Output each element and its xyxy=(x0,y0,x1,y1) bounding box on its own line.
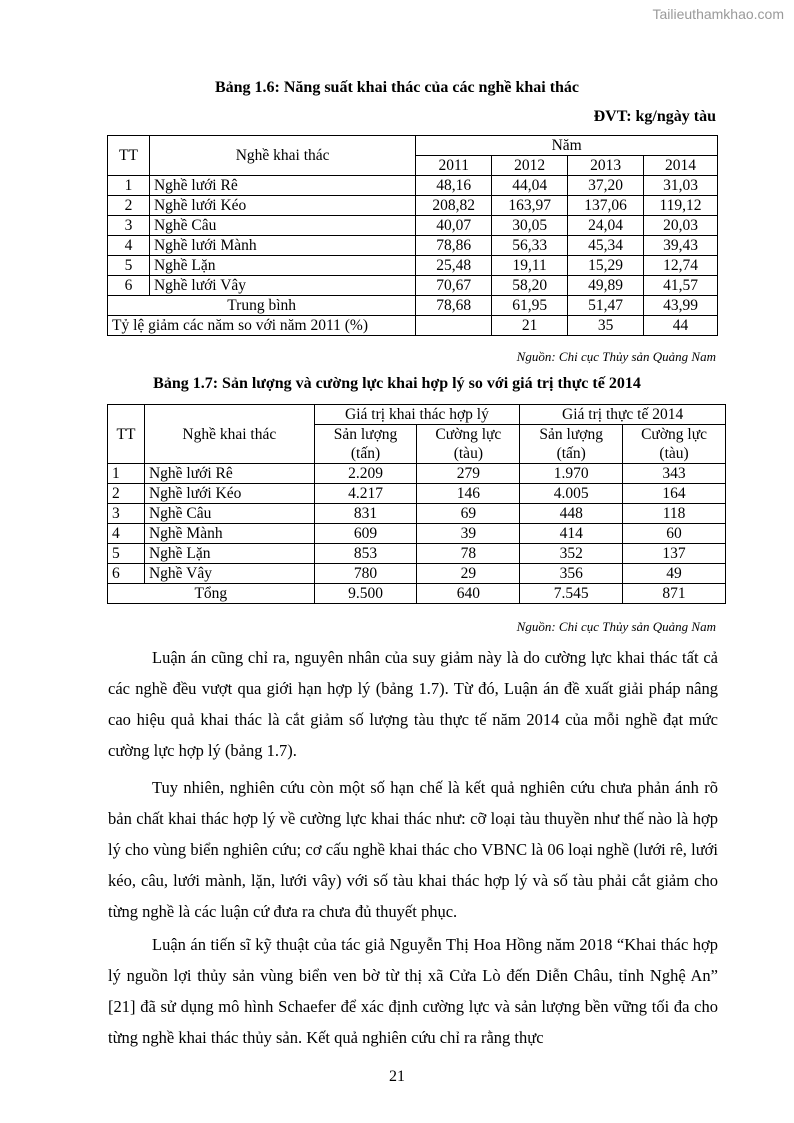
row-value: 40,07 xyxy=(416,216,492,236)
header-unit-tau: (tàu) xyxy=(417,444,520,464)
ratio-value xyxy=(416,316,492,336)
average-value: 43,99 xyxy=(644,296,718,316)
average-row xyxy=(108,296,718,316)
table-row xyxy=(108,504,726,524)
row-value: 4.005 xyxy=(520,484,623,504)
table-row xyxy=(108,524,726,544)
row-value: 69 xyxy=(417,504,520,524)
row-value: 19,11 xyxy=(492,256,568,276)
row-value: 78 xyxy=(417,544,520,564)
average-label: Trung bình xyxy=(108,296,416,316)
header-group-hop-ly: Giá trị khai thác hợp lý xyxy=(314,405,520,425)
row-tt: 6 xyxy=(108,564,145,584)
header-nghe: Nghề khai thác xyxy=(149,136,415,176)
header-year: 2012 xyxy=(492,156,568,176)
ratio-value: 21 xyxy=(492,316,568,336)
header-san-luong: Sản lượng xyxy=(520,425,623,445)
table-row xyxy=(108,484,726,504)
header-tt: TT xyxy=(108,405,145,464)
row-value: 609 xyxy=(314,524,417,544)
average-value: 78,68 xyxy=(416,296,492,316)
row-name: Nghề lưới Rê xyxy=(149,176,415,196)
row-value: 78,86 xyxy=(416,236,492,256)
ratio-row xyxy=(108,316,718,336)
total-value: 9.500 xyxy=(314,584,417,604)
row-value: 12,74 xyxy=(644,256,718,276)
row-tt: 2 xyxy=(108,484,145,504)
row-value: 780 xyxy=(314,564,417,584)
row-value: 163,97 xyxy=(492,196,568,216)
table-row xyxy=(108,464,726,484)
row-value: 70,67 xyxy=(416,276,492,296)
row-value: 45,34 xyxy=(568,236,644,256)
row-name: Nghề Mành xyxy=(144,524,314,544)
row-value: 118 xyxy=(623,504,726,524)
row-value: 208,82 xyxy=(416,196,492,216)
total-value: 640 xyxy=(417,584,520,604)
row-value: 356 xyxy=(520,564,623,584)
table-1-6-source: Nguồn: Chi cục Thủy sản Quảng Nam xyxy=(516,349,716,364)
total-value: 7.545 xyxy=(520,584,623,604)
header-year: 2013 xyxy=(568,156,644,176)
row-value: 25,48 xyxy=(416,256,492,276)
row-value: 137,06 xyxy=(568,196,644,216)
header-cuong-luc: Cường lực xyxy=(417,425,520,445)
row-value: 352 xyxy=(520,544,623,564)
page-number: 21 xyxy=(389,1068,405,1085)
row-value: 2.209 xyxy=(314,464,417,484)
row-name: Nghề lưới Kéo xyxy=(144,484,314,504)
table-row xyxy=(108,544,726,564)
row-name: Nghề lưới Vây xyxy=(149,276,415,296)
table-row xyxy=(108,196,718,216)
header-group-thuc-te: Giá trị thực tế 2014 xyxy=(520,405,726,425)
row-value: 30,05 xyxy=(492,216,568,236)
table-row xyxy=(108,256,718,276)
row-name: Nghề Vây xyxy=(144,564,314,584)
header-unit-tan: (tấn) xyxy=(314,444,417,464)
table-1-6-caption: Bảng 1.6: Năng suất khai thác của các nghề khai thác xyxy=(214,79,580,96)
row-name: Nghề lưới Kéo xyxy=(149,196,415,216)
header-san-luong: Sản lượng xyxy=(314,425,417,445)
row-value: 39 xyxy=(417,524,520,544)
row-tt: 5 xyxy=(108,544,145,564)
table-1-7 xyxy=(107,404,726,604)
row-tt: 6 xyxy=(108,276,150,296)
row-value: 1.970 xyxy=(520,464,623,484)
watermark: Tailieuthamkhao.com xyxy=(652,6,784,22)
row-value: 343 xyxy=(623,464,726,484)
row-value: 24,04 xyxy=(568,216,644,236)
row-value: 39,43 xyxy=(644,236,718,256)
ratio-value: 35 xyxy=(568,316,644,336)
row-value: 15,29 xyxy=(568,256,644,276)
table-row xyxy=(108,276,718,296)
row-tt: 5 xyxy=(108,256,150,276)
row-value: 31,03 xyxy=(644,176,718,196)
row-value: 20,03 xyxy=(644,216,718,236)
paragraph: Luận án cũng chỉ ra, nguyên nhân của suy giảm này là do cường lực khai thác tất cả các nghề đều vượt qua giới hạn hợp lý (bảng 1.7). Từ đó, Luận án đề xuất giải pháp nâng cao hiệu quả khai thác là cắt giảm số lượng tàu thực tế năm 2014 của mỗi nghề đạt mức cường lực hợp lý (bảng 1.7). xyxy=(108,648,718,760)
row-value: 44,04 xyxy=(492,176,568,196)
row-tt: 1 xyxy=(108,464,145,484)
ratio-label: Tỷ lệ giảm các năm so với năm 2011 (%) xyxy=(108,316,416,336)
row-value: 831 xyxy=(314,504,417,524)
row-value: 41,57 xyxy=(644,276,718,296)
row-value: 49 xyxy=(623,564,726,584)
total-label: Tổng xyxy=(108,584,315,604)
table-1-6-unit: ĐVT: kg/ngày tàu xyxy=(593,108,716,125)
row-value: 137 xyxy=(623,544,726,564)
row-value: 48,16 xyxy=(416,176,492,196)
row-value: 58,20 xyxy=(492,276,568,296)
header-year: 2014 xyxy=(644,156,718,176)
row-value: 49,89 xyxy=(568,276,644,296)
row-value: 29 xyxy=(417,564,520,584)
row-value: 414 xyxy=(520,524,623,544)
row-tt: 4 xyxy=(108,236,150,256)
total-row xyxy=(108,584,726,604)
row-name: Nghề Câu xyxy=(149,216,415,236)
row-value: 60 xyxy=(623,524,726,544)
paragraph: Tuy nhiên, nghiên cứu còn một số hạn chế là kết quả nghiên cứu chưa phản ánh rõ bản chất khai thác hợp lý về cường lực khai thác như: cỡ loại tàu thuyền như thế nào là hợp lý cho vùng biển nghiên cứu; cơ cấu nghề khai thác cho VBNC là 06 loại nghề (lưới rê, lưới kéo, câu, lưới mành, lặn, lưới vây) với số tàu khai thác hợp lý và số tàu phải cắt giảm cho từng nghề là các luận cứ đưa ra chưa đủ thuyết phục. xyxy=(108,778,718,921)
row-name: Nghề lưới Mành xyxy=(149,236,415,256)
average-value: 51,47 xyxy=(568,296,644,316)
header-year: 2011 xyxy=(416,156,492,176)
header-cuong-luc: Cường lực xyxy=(623,425,726,445)
header-unit-tan: (tấn) xyxy=(520,444,623,464)
row-value: 37,20 xyxy=(568,176,644,196)
table-row xyxy=(108,176,718,196)
row-value: 146 xyxy=(417,484,520,504)
row-name: Nghề Câu xyxy=(144,504,314,524)
row-value: 164 xyxy=(623,484,726,504)
row-tt: 4 xyxy=(108,524,145,544)
row-value: 56,33 xyxy=(492,236,568,256)
row-name: Nghề Lặn xyxy=(149,256,415,276)
row-tt: 2 xyxy=(108,196,150,216)
header-nghe: Nghề khai thác xyxy=(144,405,314,464)
table-1-7-caption: Bảng 1.7: Sản lượng và cường lực khai hợp lý so với giá trị thực tế 2014 xyxy=(153,375,641,392)
row-value: 853 xyxy=(314,544,417,564)
ratio-value: 44 xyxy=(644,316,718,336)
header-tt: TT xyxy=(108,136,150,176)
paragraph: Luận án tiến sĩ kỹ thuật của tác giả Nguyễn Thị Hoa Hồng năm 2018 “Khai thác hợp lý nguồn lợi thủy sản vùng biển ven bờ từ thị xã Cửa Lò đến Diễn Châu, tỉnh Nghệ An” [21] đã sử dụng mô hình Schaefer để xác định cường lực và sản lượng bền vững tối đa cho từng nghề khai thác thủy sản. Kết quả nghiên cứu chỉ ra rằng thực xyxy=(108,935,718,1047)
header-nam: Năm xyxy=(416,136,718,156)
row-value: 448 xyxy=(520,504,623,524)
average-value: 61,95 xyxy=(492,296,568,316)
table-1-6 xyxy=(107,135,718,336)
table-row xyxy=(108,236,718,256)
row-name: Nghề lưới Rê xyxy=(144,464,314,484)
row-value: 4.217 xyxy=(314,484,417,504)
row-value: 119,12 xyxy=(644,196,718,216)
table-row xyxy=(108,564,726,584)
row-name: Nghề Lặn xyxy=(144,544,314,564)
row-value: 279 xyxy=(417,464,520,484)
row-tt: 3 xyxy=(108,504,145,524)
table-1-7-source: Nguồn: Chi cục Thủy sản Quảng Nam xyxy=(516,619,716,634)
header-unit-tau: (tàu) xyxy=(623,444,726,464)
table-row xyxy=(108,216,718,236)
row-tt: 1 xyxy=(108,176,150,196)
total-value: 871 xyxy=(623,584,726,604)
row-tt: 3 xyxy=(108,216,150,236)
